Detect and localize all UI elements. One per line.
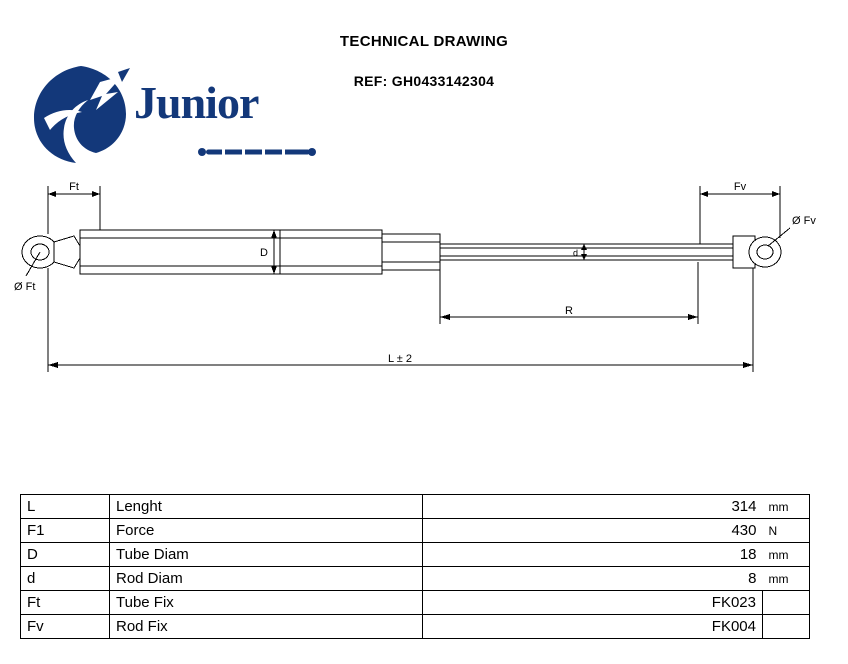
label-ft-top: Ft <box>69 181 79 193</box>
row-unit: mm <box>763 495 810 519</box>
row-value: 430 <box>423 519 763 543</box>
tube-eyelet-left <box>22 236 80 268</box>
label-fv-diameter: Ø Fv <box>792 215 816 227</box>
gas-spring-drawing <box>0 172 848 402</box>
table-row <box>21 615 810 639</box>
label-length: L ± 2 <box>388 353 412 365</box>
junior-logo <box>26 60 306 170</box>
table-row <box>21 567 810 591</box>
row-unit: mm <box>763 567 810 591</box>
piston-rod <box>440 244 740 260</box>
row-unit: N <box>763 519 810 543</box>
row-code: D <box>21 543 110 567</box>
row-unit: mm <box>763 543 810 567</box>
row-value: FK023 <box>423 591 763 615</box>
table-row <box>21 519 810 543</box>
label-tube-diameter: D <box>260 247 268 259</box>
row-code: Ft <box>21 591 110 615</box>
row-value: 8 <box>423 567 763 591</box>
row-name: Tube Fix <box>110 591 423 615</box>
label-ft-diameter: Ø Ft <box>14 281 36 293</box>
row-code: Fv <box>21 615 110 639</box>
label-rod-diameter: d <box>572 248 578 258</box>
table-row <box>21 591 810 615</box>
row-code: d <box>21 567 110 591</box>
logo-underline-icon <box>196 148 316 156</box>
row-code: F1 <box>21 519 110 543</box>
reference-number: REF: GH0433142304 <box>353 73 495 89</box>
label-stroke: R <box>565 305 573 317</box>
row-name: Rod Fix <box>110 615 423 639</box>
label-fv-top: Fv <box>733 181 747 193</box>
row-value: 18 <box>423 543 763 567</box>
row-name: Lenght <box>110 495 423 519</box>
logo-wordmark: Junior <box>134 77 259 128</box>
row-name: Tube Diam <box>110 543 423 567</box>
row-code: L <box>21 495 110 519</box>
junior-bird-icon <box>26 60 136 170</box>
table-row <box>21 543 810 567</box>
row-unit <box>763 591 810 615</box>
table-row <box>21 495 810 519</box>
row-unit <box>763 615 810 639</box>
row-value: 314 <box>423 495 763 519</box>
page-title: TECHNICAL DRAWING <box>339 33 509 50</box>
specification-table <box>20 494 810 639</box>
row-name: Force <box>110 519 423 543</box>
row-name: Rod Diam <box>110 567 423 591</box>
row-value: FK004 <box>423 615 763 639</box>
